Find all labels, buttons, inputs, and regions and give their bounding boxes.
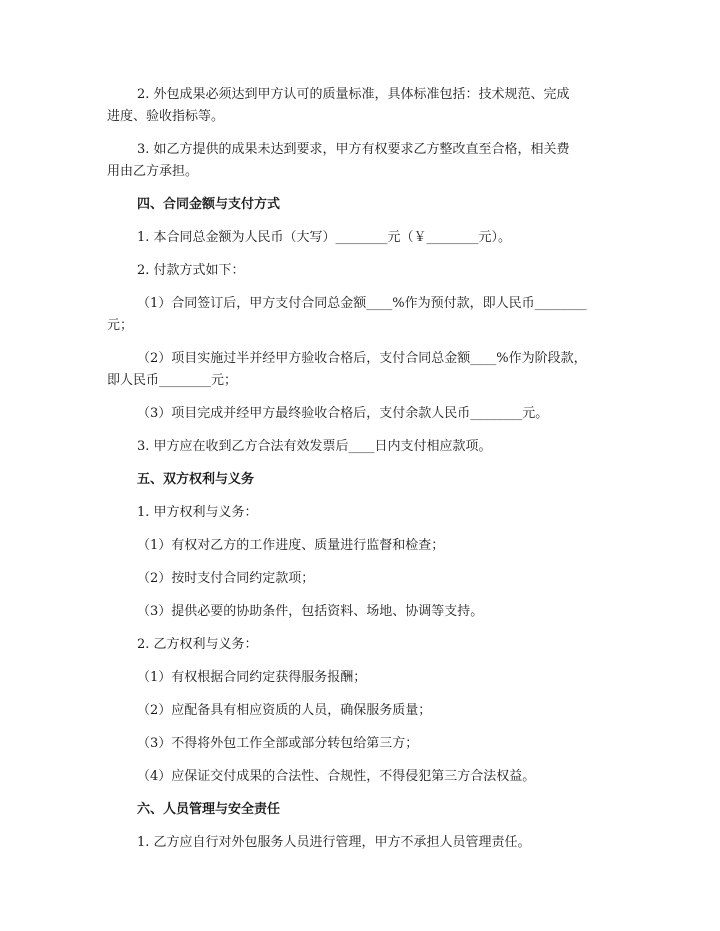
text-line: 五、双方权利与义务 <box>137 472 255 487</box>
paragraph <box>107 227 617 249</box>
paragraph <box>107 84 617 128</box>
paragraph <box>107 733 617 755</box>
paragraph <box>107 403 617 425</box>
paragraph <box>107 667 617 689</box>
text-line: 2. 外包成果必须达到甲方认可的质量标准，具体标准包括：技术规范、完成 <box>137 87 570 102</box>
paragraph <box>107 139 617 183</box>
paragraph <box>107 601 617 623</box>
paragraph <box>107 348 617 392</box>
paragraph <box>107 436 617 458</box>
section-heading <box>107 469 617 491</box>
text-line: 元； <box>107 318 134 333</box>
paragraph <box>107 293 617 337</box>
text-line: 1. 乙方应自行对外包服务人员进行管理，甲方不承担人员管理责任。 <box>137 835 531 850</box>
paragraph <box>107 502 617 524</box>
text-line: （2）应配备具有相应资质的人员，确保服务质量； <box>137 703 432 718</box>
text-line: （2）按时支付合同约定款项； <box>137 571 315 586</box>
text-line: （1）有权根据合同约定获得服务报酬； <box>137 670 367 685</box>
text-line: 1. 甲方权利与义务： <box>137 505 258 520</box>
paragraph <box>107 260 617 282</box>
text-line: 3. 甲方应在收到乙方合法有效发票后____日内支付相应款项。 <box>137 439 492 454</box>
text-line: 用由乙方承担。 <box>107 164 199 179</box>
text-line: （2）项目实施过半并经甲方验收合格后，支付合同总金额____%作为阶段款， <box>137 351 587 366</box>
section-heading <box>107 799 617 821</box>
text-line: 2. 乙方权利与义务： <box>137 637 258 652</box>
text-line: 1. 本合同总金额为人民币（大写）________元（￥________元）。 <box>137 230 512 245</box>
text-line: （3）项目完成并经甲方最终验收合格后，支付余款人民币________元。 <box>137 406 549 421</box>
text-line: （3）提供必要的协助条件，包括资料、场地、协调等支持。 <box>137 604 484 619</box>
paragraph <box>107 766 617 788</box>
text-line: 2. 付款方式如下： <box>137 263 245 278</box>
document-page <box>107 84 617 865</box>
paragraph <box>107 568 617 590</box>
paragraph <box>107 535 617 557</box>
text-line: 3. 如乙方提供的成果未达到要求，甲方有权要求乙方整改直至合格，相关费 <box>137 142 570 157</box>
paragraph <box>107 832 617 854</box>
text-line: 四、合同金额与支付方式 <box>137 197 281 212</box>
text-line: 六、人员管理与安全责任 <box>137 802 281 817</box>
text-line: （3）不得将外包工作全部或部分转包给第三方； <box>137 736 419 751</box>
paragraph <box>107 700 617 722</box>
text-line: 即人民币________元； <box>107 373 238 388</box>
text-line: （1）合同签订后，甲方支付合同总金额____%作为预付款，即人民币________ <box>137 296 587 311</box>
text-line: （1）有权对乙方的工作进度、质量进行监督和检查； <box>137 538 445 553</box>
section-heading <box>107 194 617 216</box>
text-line: 进度、验收指标等。 <box>107 109 225 124</box>
text-line: （4）应保证交付成果的合法性、合规性，不得侵犯第三方合法权益。 <box>137 769 536 784</box>
paragraph <box>107 634 617 656</box>
